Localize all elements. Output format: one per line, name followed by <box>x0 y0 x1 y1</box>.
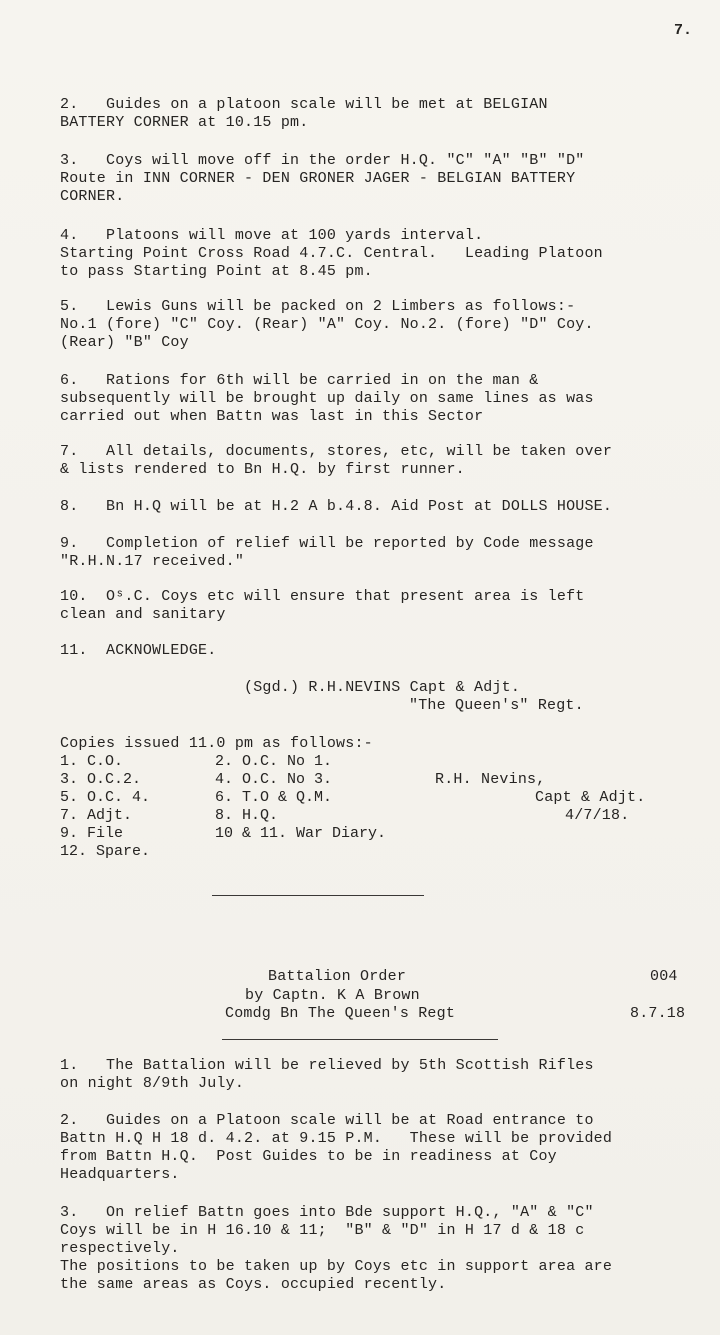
copy-item: 3. O.C.2. <box>60 771 142 788</box>
text-line: on night 8/9th July. <box>60 1075 245 1092</box>
text-line: BATTERY CORNER at 10.15 pm. <box>60 114 309 131</box>
order-by: by Captn. K A Brown <box>245 987 420 1004</box>
text-line: "R.H.N.17 received." <box>60 553 245 570</box>
text-line: 5. Lewis Guns will be packed on 2 Limbers as follows:- <box>60 298 576 315</box>
copies-heading: Copies issued 11.0 pm as follows:- <box>60 735 373 752</box>
text-line: clean and sanitary <box>60 606 226 623</box>
order-number: 004 <box>650 968 678 985</box>
paragraph-8 <box>60 498 612 516</box>
text-line: to pass Starting Point at 8.45 pm. <box>60 263 373 280</box>
copy-item: 12. Spare. <box>60 843 151 860</box>
order-b-paragraph-1 <box>60 1057 594 1093</box>
copy-item: 9. File <box>60 825 124 842</box>
copy-item: 8. H.Q. <box>215 807 279 824</box>
text-line: 2. Guides on a platoon scale will be met at BELGIAN <box>60 96 548 113</box>
text-line: Battn H.Q H 18 d. 4.2. at 9.15 P.M. These will be provided <box>60 1130 613 1147</box>
order-title: Battalion Order <box>268 968 407 985</box>
paragraph-4 <box>60 227 603 281</box>
text-line: from Battn H.Q. Post Guides to be in readiness at Coy <box>60 1148 557 1165</box>
text-line: 7. All details, documents, stores, etc, will be taken over <box>60 443 613 460</box>
text-line: carried out when Battn was last in this Sector <box>60 408 484 425</box>
copy-item: 2. O.C. No 1. <box>215 753 333 770</box>
text-line: respectively. <box>60 1240 180 1257</box>
text-line: 4. Platoons will move at 100 yards interval. <box>60 227 484 244</box>
signature-line-2: "The Queen's" Regt. <box>409 697 584 714</box>
text-line: 8. Bn H.Q will be at H.2 A b.4.8. Aid Post at DOLLS HOUSE. <box>60 498 613 515</box>
paragraph-9 <box>60 535 594 571</box>
paragraph-3 <box>60 152 584 206</box>
text-line: CORNER. <box>60 188 125 205</box>
text-line: 3. On relief Battn goes into Bde support H.Q., "A" & "C" <box>60 1204 594 1221</box>
text-line: 10. Oˢ.C. Coys etc will ensure that present area is left <box>60 588 585 605</box>
copy-item: 6. T.O & Q.M. <box>215 789 333 806</box>
copy-item: 1. C.O. <box>60 753 124 770</box>
copy-item: 5. O.C. 4. <box>60 789 151 806</box>
section-divider <box>212 895 424 896</box>
page-number: 7. <box>674 22 693 39</box>
order-b-paragraph-2 <box>60 1112 612 1184</box>
order-b-paragraph-3 <box>60 1204 612 1294</box>
text-line: 3. Coys will move off in the order H.Q. "C" "A" "B" "D" <box>60 152 585 169</box>
paragraph-2 <box>60 96 548 132</box>
paragraph-10 <box>60 588 584 624</box>
text-line: & lists rendered to Bn H.Q. by first runner. <box>60 461 465 478</box>
text-line: 11. ACKNOWLEDGE. <box>60 642 217 659</box>
paragraph-11 <box>60 642 216 660</box>
text-line: Starting Point Cross Road 4.7.C. Central. Leading Platoon <box>60 245 603 262</box>
header-underline <box>222 1039 498 1040</box>
text-line: 2. Guides on a Platoon scale will be at Road entrance to <box>60 1112 594 1129</box>
text-line: Headquarters. <box>60 1166 180 1183</box>
text-line: No.1 (fore) "C" Coy. (Rear) "A" Coy. No.2. (fore) "D" Coy. <box>60 316 594 333</box>
text-line: Route in INN CORNER - DEN GRONER JAGER - BELGIAN BATTERY <box>60 170 576 187</box>
text-line: 6. Rations for 6th will be carried in on the man & <box>60 372 539 389</box>
paragraph-7 <box>60 443 612 479</box>
copy-item: 7. Adjt. <box>60 807 133 824</box>
signoff-date: 4/7/18. <box>565 807 630 824</box>
text-line: 9. Completion of relief will be reported by Code message <box>60 535 594 552</box>
copies-column-2 <box>215 753 386 843</box>
signoff-rank: Capt & Adjt. <box>535 789 646 806</box>
text-line: the same areas as Coys. occupied recently. <box>60 1276 447 1293</box>
text-line: (Rear) "B" Coy <box>60 334 189 351</box>
order-comdg: Comdg Bn The Queen's Regt <box>225 1005 456 1022</box>
text-line: 1. The Battalion will be relieved by 5th Scottish Rifles <box>60 1057 594 1074</box>
copy-item: 4. O.C. No 3. <box>215 771 333 788</box>
paragraph-5 <box>60 298 594 352</box>
signature-line-1: (Sgd.) R.H.NEVINS Capt & Adjt. <box>244 679 521 696</box>
paragraph-6 <box>60 372 594 426</box>
text-line: The positions to be taken up by Coys etc in support area are <box>60 1258 613 1275</box>
signoff-name: R.H. Nevins, <box>435 771 546 788</box>
text-line: subsequently will be brought up daily on same lines as was <box>60 390 594 407</box>
copy-item: 10 & 11. War Diary. <box>215 825 387 842</box>
order-date: 8.7.18 <box>630 1005 686 1022</box>
text-line: Coys will be in H 16.10 & 11; "B" & "D" in H 17 d & 18 c <box>60 1222 585 1239</box>
copies-column-1 <box>60 753 150 861</box>
